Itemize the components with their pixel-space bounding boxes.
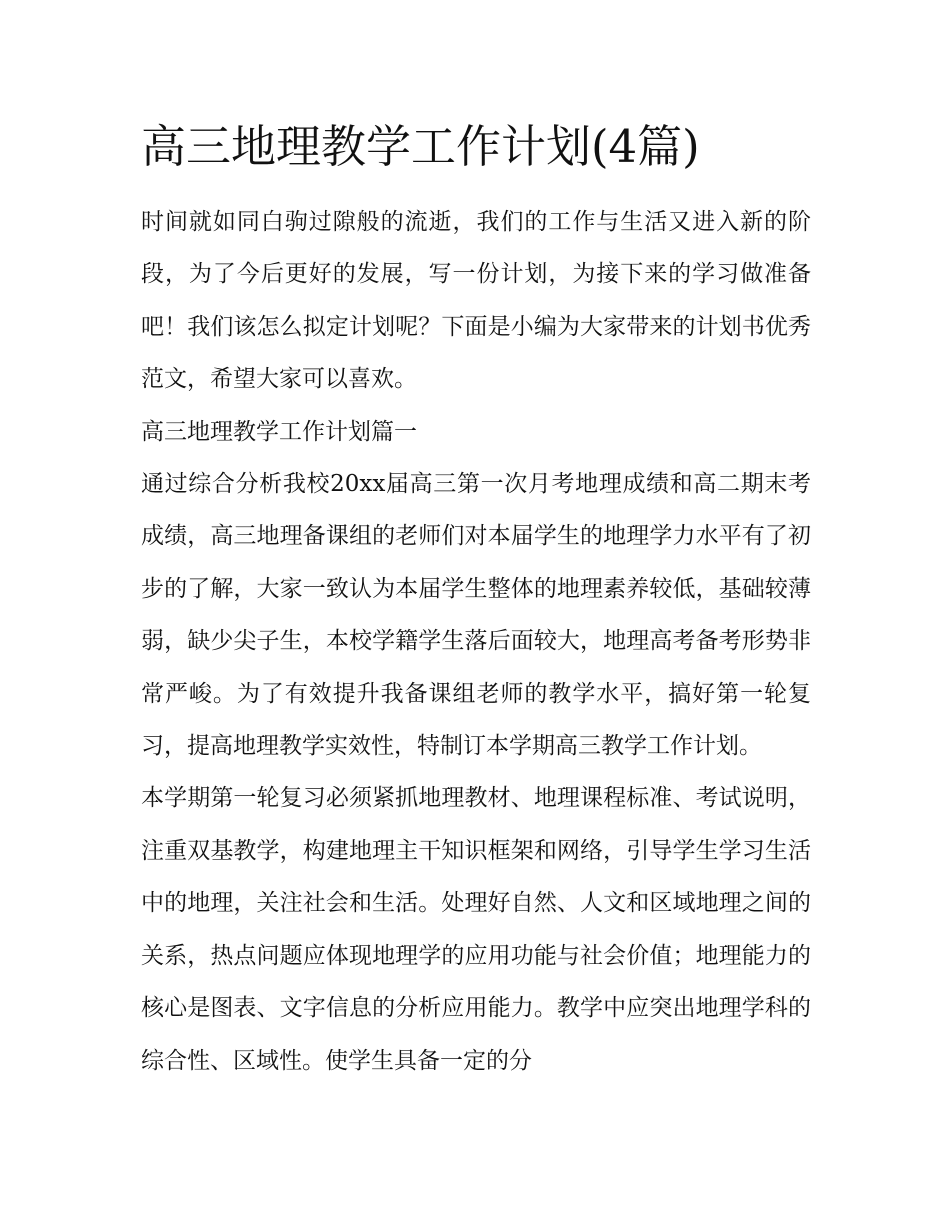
document-title: 高三地理教学工作计划(4篇) bbox=[141, 120, 700, 173]
document-body bbox=[141, 196, 811, 1087]
review-plan-paragraph: 本学期第一轮复习必须紧抓地理教材、地理课程标准、考试说明，注重双基教学，构建地理主干知识框架和网络，引导学生学习生活中的地理，关注社会和生活。处理好自然、人文和区域地理之间的关系，热点问题应体现地理学的应用功能与社会价值；地理能力的核心是图表、文字信息的分析应用能力。教学中应突出地理学科的综合性、区域性。使学生具备一定的分 bbox=[141, 785, 811, 1074]
intro-paragraph: 时间就如同白驹过隙般的流逝，我们的工作与生活又进入新的阶段，为了今后更好的发展，写一份计划，为接下来的学习做准备吧！我们该怎么拟定计划呢？下面是小编为大家带来的计划书优秀范文，希望大家可以喜欢。 bbox=[141, 209, 811, 393]
section-heading: 高三地理教学工作计划篇一 bbox=[141, 418, 417, 445]
analysis-paragraph: 通过综合分析我校20xx届高三第一次月考地理成绩和高二期末考成绩，高三地理备课组的老师们对本届学生的地理学力水平有了初步的了解，大家一致认为本届学生整体的地理素养较低，基础较薄弱，缺少尖子生，本校学籍学生落后面较大，地理高考备考形势非常严峻。为了有效提升我备课组老师的教学水平，搞好第一轮复习，提高地理教学实效性，特制订本学期高三教学工作计划。 bbox=[141, 471, 811, 760]
